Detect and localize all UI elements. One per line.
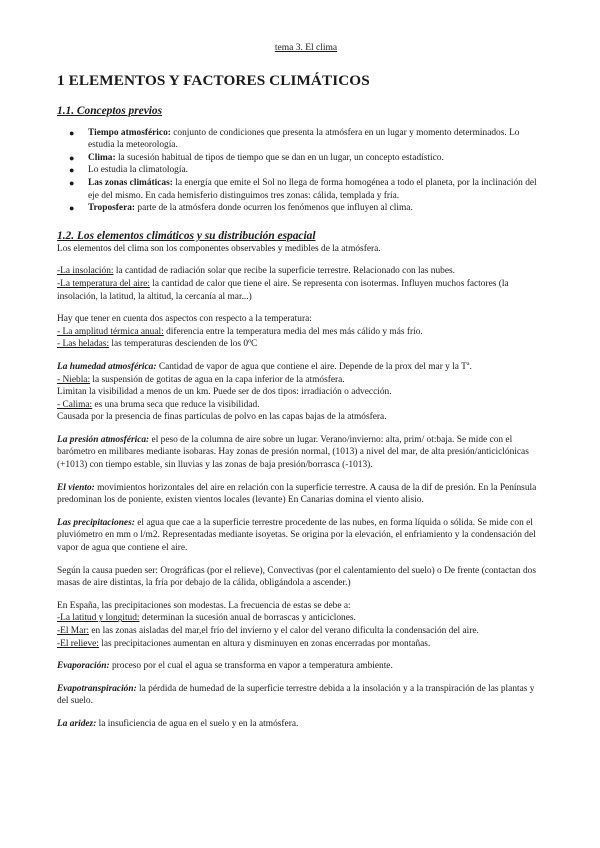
bullet-icon: ● <box>69 165 75 176</box>
section-title: 1 ELEMENTOS Y FACTORES CLIMÁTICOS <box>57 71 370 89</box>
espana-paragraph: En España, las precipitaciones son modestas. La frecuencia de estas se debe a: <box>57 600 351 611</box>
relieve-paragraph: -El relieve: las precipitaciones aumentan en altura y disminuyen en zonas encerradas por montañas. <box>57 638 431 649</box>
bullet-icon: ● <box>69 152 75 163</box>
calima-paragraph: - Calima: es una bruma seca que reduce la visibilidad. <box>57 399 260 410</box>
presion-paragraph: La presión atmosférica: el peso de la columna de aire sobre un lugar. Verano/invierno: alta, prim/ ot:baja. Se mide con el barómetro en milibares mediante isobaras. Hay zonas de presión normal, (1013) a nivel del mar, de alta presión/anticiclónicas (+1013) con tiempo estable, sin lluvias y las zonas de baja presión/borrasca (-1013). <box>57 434 529 471</box>
subsection-heading-elementos: 1.2. Los elementos climáticos y su distribución espacial <box>57 229 316 242</box>
latitud-paragraph: -La latitud y longitud: determinan la sucesión anual de borrascas y anticiclones. <box>57 613 356 624</box>
humedad-paragraph: La humedad atmosférica: Cantidad de vapor de agua que contiene el aire. Depende de la prox del mar y la Tª. <box>57 361 472 372</box>
subsection-heading-conceptos: 1.1. Conceptos previos <box>57 104 163 117</box>
list-item: ● Lo estudia la climatología. <box>69 165 188 176</box>
running-header: tema 3. El clima <box>274 43 338 53</box>
causa-paragraph: Según la causa pueden ser: Orográficas (por el relieve), Convectivas (por el calentamiento del suelo) o De frente (contactan dos masas de aire distintas, la fría por debajo de la cálida, obligándola a ascender.) <box>57 565 536 589</box>
bullet-icon: ● <box>69 203 75 214</box>
evaporacion-paragraph: Evaporación: proceso por el cual el agua se transforma en vapor a temperatura ambiente. <box>57 661 393 672</box>
document-page <box>57 42 547 731</box>
mar-paragraph: -El Mar: en las zonas aisladas del mar,el frío del invierno y el calor del verano dificulta la condensación del aire. <box>57 626 479 636</box>
list-item: ● Las zonas climáticas: la energía que emite el Sol no llega de forma homogénea a todo el planeta, por la inclinación del eje del mismo. En cada hemisferio distinguimos tres zonas: cálida, templada y fría. <box>69 177 537 201</box>
niebla-extra-paragraph: Limitan la visibilidad a menos de un km. Puede ser de dos tipos: irradiación o advección. <box>57 387 392 398</box>
temp-aspects-paragraph: Hay que tener en cuenta dos aspectos con respecto a la temperatura: <box>57 314 312 325</box>
aridez-paragraph: La aridez: la insuficiencia de agua en el suelo y en la atmósfera. <box>57 718 299 729</box>
amplitud-paragraph: - La amplitud térmica anual: diferencia entre la temperatura media del mes más cálido y más frío. <box>57 326 423 337</box>
insolacion-paragraph: -La insolación: la cantidad de radiación solar que recibe la superficie terrestre. Relacionado con las nubes. <box>57 266 456 277</box>
calima-extra-paragraph: Causada por la presencia de finas partículas de polvo en las capas bajas de la atmósfera. <box>57 412 387 423</box>
temperatura-paragraph: -La temperatura del aire: la cantidad de calor que tiene el aire. Se representa con isotermas. Influyen muchos factores (la insolación, la latitud, la altitud, la cercanía al mar...) <box>57 278 509 302</box>
heladas-paragraph: - Las heladas: las temperaturas descienden de los 0ºC <box>57 339 258 350</box>
list-item: ● Clima: la sucesión habitual de tipos de tiempo que se dan en un lugar, un concepto estadístico. <box>69 152 444 163</box>
viento-paragraph: El viento: movimientos horizontales del aire en relación con la superficie terrestre. A causa de la dif de presión. En la Península predominan los de poniente, existen vientos locales (levante) En Canarias domina el viento alisio. <box>57 482 537 506</box>
intro-paragraph: Los elementos del clima son los componentes observables y medibles de la atmósfera. <box>57 243 381 254</box>
niebla-paragraph: - Niebla: la suspensión de gotitas de agua en la capa inferior de la atmósfera. <box>57 374 345 385</box>
bullet-icon: ● <box>69 177 75 188</box>
evapotranspiracion-paragraph: Evapotranspiración: la pérdida de humedad de la superficie terrestre debida a la insolación y a la transpiración de las plantas y del suelo. <box>57 683 535 707</box>
bullet-icon: ● <box>69 127 75 138</box>
list-item: ● Troposfera: parte de la atmósfera donde ocurren los fenómenos que influyen al clima. <box>69 203 413 214</box>
precipitaciones-paragraph: Las precipitaciones: el agua que cae a la superficie terrestre procedente de las nubes, en forma líquida o sólida. Se mide con el pluviómetro en mm o l/m2. Representadas mediante isoyetas. Se origina por la elevación, el enfriamiento y la condensación del vapor de agua que contiene el aire. <box>57 517 536 554</box>
concepts-list <box>57 127 547 215</box>
list-item: ● Tiempo atmosférico: conjunto de condiciones que presenta la atmósfera en un lugar y momento determinados. Lo estudia la meteorología. <box>69 127 520 151</box>
